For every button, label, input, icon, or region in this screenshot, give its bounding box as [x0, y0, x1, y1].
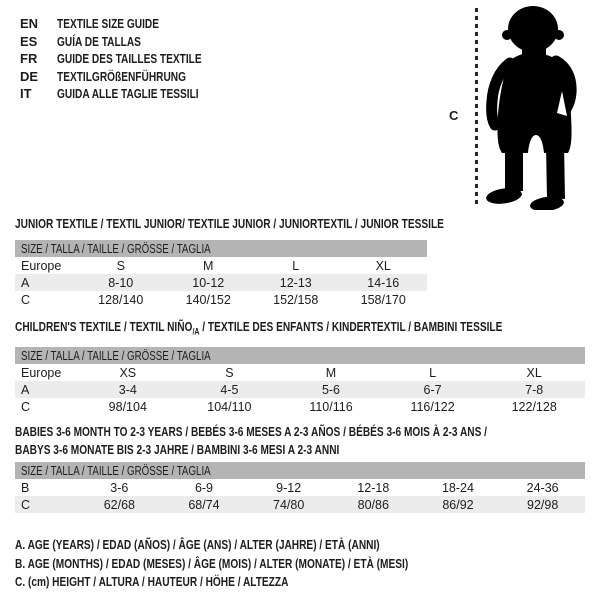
size-value-cell: 14-16: [367, 275, 400, 290]
toddler-silhouette-icon: [483, 4, 577, 210]
section-title-text: [15, 215, 444, 233]
size-value-cell: XS: [119, 365, 137, 380]
size-value-cell: 8-10: [108, 275, 134, 290]
language-row: [20, 15, 242, 33]
footnote-line: [15, 573, 519, 592]
size-header-row: [15, 347, 585, 364]
title-segment: JUNIOR TEXTILE / TEXTIL JUNIOR/ TEXTILE JUNIOR / JUNIORTEXTIL / JUNIOR TESSILE: [15, 216, 444, 231]
size-value-cell: 158/170: [360, 292, 406, 307]
size-header-row: [15, 240, 427, 257]
language-title: [57, 16, 188, 31]
section-title-text: [15, 318, 502, 341]
size-value-cell: XL: [375, 258, 391, 273]
size-value-cell: 12-13: [279, 275, 312, 290]
footnote-text: C. (cm) HEIGHT / ALTURA / HAUTEUR / HÖHE / ALTEZZA: [15, 574, 289, 589]
row-label-cell: A: [21, 275, 30, 290]
table-row: [15, 291, 427, 308]
size-value-cell: 80/86: [357, 497, 389, 512]
language-code: EN: [20, 16, 39, 32]
size-value-cell: 110/116: [309, 399, 353, 414]
size-value-cell: 5-6: [321, 382, 341, 397]
row-label-cell: C: [21, 399, 31, 414]
size-value-cell: 7-8: [525, 382, 544, 397]
size-header-text: SIZE / TALLA / TAILLE / GRÖSSE / TAGLIA: [21, 348, 211, 363]
size-value-cell: 140/152: [185, 292, 231, 307]
section-title-line: [15, 423, 600, 441]
language-title: [57, 34, 165, 49]
size-value-cell: 3-4: [118, 382, 137, 397]
size-value-cell: 122/128: [511, 399, 557, 414]
language-row: [20, 33, 242, 51]
size-value-cell: L: [429, 365, 437, 380]
table-row: [15, 364, 585, 381]
footnote-text: A. AGE (YEARS) / EDAD (AÑOS) / ÂGE (ANS) / ALTER (JAHRE) / ETÀ (ANNI): [15, 537, 380, 552]
size-value-cell: 98/104: [108, 399, 147, 414]
size-value-cell: 152/158: [273, 292, 319, 307]
size-value-cell: 18-24: [441, 480, 474, 495]
title-segment: / TEXTILE DES ENFANTS / KINDERTEXTIL / BAMBINI TESSILE: [199, 319, 503, 334]
language-code: FR: [20, 51, 38, 67]
title-segment: CHILDREN'S TEXTILE / TEXTIL NIÑO: [15, 319, 193, 334]
size-value-cell: 9-12: [276, 480, 302, 495]
language-title-text: GUIDE DES TAILLES TEXTILE: [57, 51, 202, 67]
table-row: [15, 381, 585, 398]
size-value-cell: XL: [526, 365, 542, 380]
language-title: [57, 51, 242, 66]
language-code: DE: [20, 68, 39, 84]
row-label-cell: C: [21, 292, 31, 307]
size-value-cell: S: [225, 365, 234, 380]
size-value-cell: 6-9: [194, 480, 214, 495]
row-label-cell: Europe: [21, 365, 62, 380]
row-label-cell: B: [21, 480, 30, 495]
footnote-line: [15, 555, 519, 574]
language-title-text: GUÍA DE TALLAS: [57, 33, 141, 49]
size-header-cell: [15, 462, 585, 479]
language-row: [20, 68, 242, 86]
language-title: [57, 69, 222, 84]
size-value-cell: 116/122: [410, 399, 455, 414]
size-value-cell: 62/68: [103, 497, 135, 512]
title-segment: BABYS 3-6 MONATE BIS 2-3 JAHRE / BAMBINI 3-6 MESI A 2-3 ANNI: [15, 442, 340, 457]
table-row: [15, 479, 585, 496]
size-value-cell: 68/74: [188, 497, 220, 512]
size-value-cell: M: [203, 258, 214, 273]
title-segment: BABIES 3-6 MONTH TO 2-3 YEARS / BEBÉS 3-6 MESES A 2-3 AÑOS / BÉBÉS 3-6 MOIS À 2-3 ANS /: [15, 424, 487, 439]
size-header-row: [15, 462, 585, 479]
size-table-babies: [15, 462, 585, 513]
size-value-cell: 92/98: [527, 497, 559, 512]
section-title-text: [15, 441, 339, 459]
size-value-cell: S: [116, 258, 125, 273]
size-value-cell: 104/110: [207, 399, 252, 414]
height-measure-dotted-line: [475, 8, 478, 207]
language-row: [20, 50, 242, 68]
size-value-cell: 3-6: [110, 480, 129, 495]
language-title: [57, 86, 239, 101]
size-header-text: SIZE / TALLA / TAILLE / GRÖSSE / TAGLIA: [21, 463, 211, 478]
table-row: [15, 398, 585, 415]
language-code: IT: [20, 86, 32, 102]
table-row: [15, 496, 585, 513]
title-subscript: /A: [192, 326, 200, 337]
language-title-text: TEXTILE SIZE GUIDE: [57, 16, 159, 32]
section-title-text: [15, 423, 487, 441]
footnote-line: [15, 536, 519, 555]
size-table-junior: [15, 240, 427, 308]
language-row: [20, 85, 242, 103]
size-header-text: SIZE / TALLA / TAILLE / GRÖSSE / TAGLIA: [21, 241, 211, 256]
section-title-children: [15, 318, 600, 341]
size-value-cell: 10-12: [192, 275, 225, 290]
size-value-cell: L: [292, 258, 300, 273]
size-header-cell: [15, 347, 585, 364]
height-measure-label: C: [449, 108, 459, 123]
language-title-text: TEXTILGRÖßENFÜHRUNG: [57, 68, 187, 84]
size-value-cell: 12-18: [357, 480, 390, 495]
size-value-cell: 74/80: [273, 497, 305, 512]
size-value-cell: 4-5: [220, 382, 239, 397]
size-value-cell: M: [325, 365, 337, 380]
table-row: [15, 274, 427, 291]
footnote-text: B. AGE (MONTHS) / EDAD (MESES) / ÂGE (MOIS) / ALTER (MONATE) / ETÀ (MESI): [15, 555, 409, 571]
size-table-children: [15, 347, 585, 415]
size-value-cell: 24-36: [526, 480, 559, 495]
row-label-cell: C: [21, 497, 31, 512]
row-label-cell: Europe: [21, 258, 62, 273]
size-value-cell: 128/140: [98, 292, 144, 307]
language-title-list: [20, 15, 242, 103]
section-title-line: [15, 441, 600, 459]
size-value-cell: 6-7: [423, 382, 442, 397]
section-title-babies: [15, 423, 600, 459]
section-title-line: [15, 318, 600, 341]
section-title-junior: [15, 215, 565, 233]
row-label-cell: A: [21, 382, 30, 397]
size-header-cell: [15, 240, 427, 257]
size-value-cell: 86/92: [442, 497, 474, 512]
section-title-line: [15, 215, 565, 233]
language-code: ES: [20, 33, 38, 49]
measure-footnotes: [15, 536, 519, 592]
table-row: [15, 257, 427, 274]
language-title-text: GUIDA ALLE TAGLIE TESSILI: [57, 86, 199, 102]
